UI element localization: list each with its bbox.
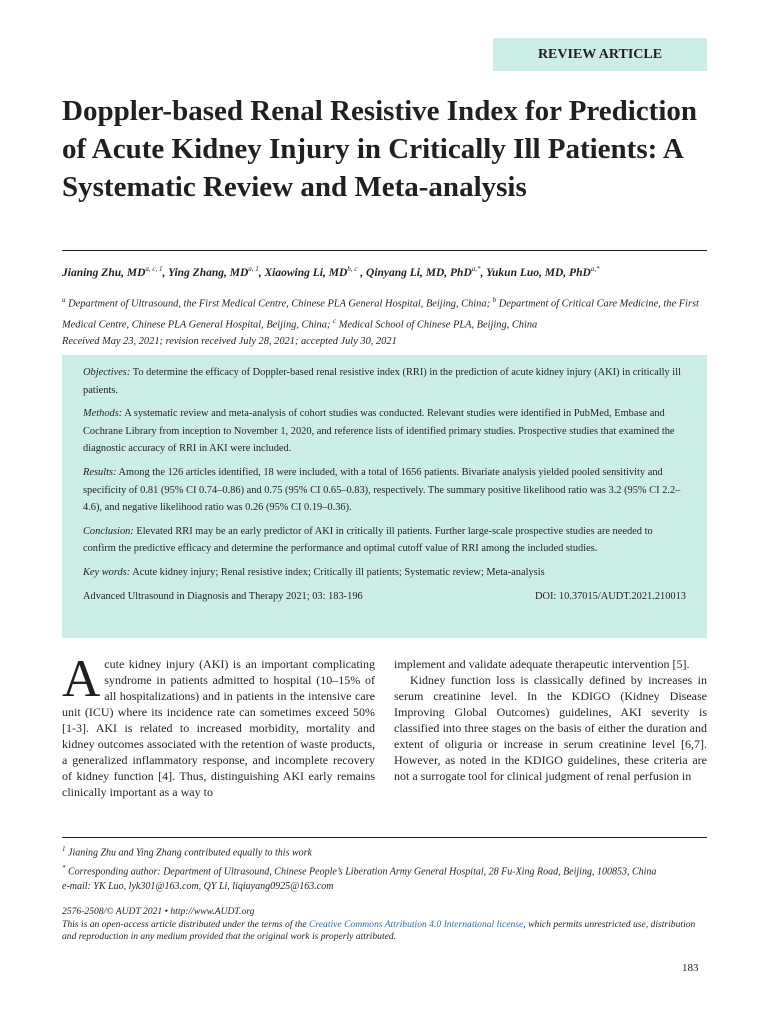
abstract-conclusion	[83, 523, 686, 558]
author-affiliation-mark: a,*	[590, 265, 600, 273]
author-name: Xiaowing Li, MD	[264, 266, 348, 279]
affiliation-mark: c	[333, 316, 337, 325]
license-block	[62, 906, 710, 944]
conclusion-text: Elevated RRI may be an early predictor of AKI in critically ill patients. Further large-scale prospective studies are needed to confirm the predictive efficacy and determine the performance and optimal cutoff value of RRI among the included studies.	[83, 525, 653, 555]
author-name: Jianing Zhu, MD	[62, 266, 146, 279]
cc-license-link[interactable]: Creative Commons Attribution 4.0 International license	[309, 918, 524, 930]
body-paragraph: implement and validate adequate therapeutic intervention [5].	[394, 657, 690, 671]
author-name: Ying Zhang, MD	[168, 266, 249, 279]
footnote-mark: *	[62, 863, 66, 872]
author-separator: ,	[162, 266, 169, 279]
citation-row	[83, 588, 686, 606]
objectives-text: To determine the efficacy of Doppler-based renal resistive index (RRI) in the prediction of acute kidney injury (AKI) in critically ill patients.	[83, 367, 681, 396]
affiliation-mark: b	[492, 296, 497, 304]
title-divider	[62, 250, 707, 251]
keywords-text: Acute kidney injury; Renal resistive index; Critically ill patients; Systematic review; Meta-analysis	[130, 566, 545, 578]
author-name: Qinyang Li, MD, PhD	[366, 266, 472, 279]
article-title: Doppler-based Renal Resistive Index for Prediction of Acute Kidney Injury in Critically Ill Patients: A Systematic Review and Meta-analysis	[62, 95, 698, 203]
author-separator: ,	[258, 266, 265, 279]
equal-contribution-note	[62, 842, 710, 861]
license-text-before: This is an open-access article distributed under the terms of the	[62, 918, 310, 930]
affiliation-lines	[62, 292, 708, 334]
conclusion-label: Conclusion:	[83, 525, 134, 537]
abstract-objectives	[83, 364, 686, 399]
keywords-label: Key words:	[83, 566, 131, 578]
methods-text: A systematic review and meta-analysis of cohort studies was conducted. Relevant studies were identified in PubMed, Embase and Cochrane Library from inception to November 1, 2020, and reference lists of identified primary studies. Prospective studies that examined the diagnostic accuracy of RRI in AKI were included.	[83, 408, 675, 455]
page-number: 183	[682, 962, 699, 974]
abstract-methods	[83, 405, 686, 458]
body-column-right	[394, 656, 707, 784]
email-note: e-mail: YK Luo, lyk301@163.com, QY Li, liqiuyang0925@163.com	[62, 880, 334, 892]
issn-line: 2576-2508/© AUDT 2021 • http://www.AUDT.org	[62, 906, 255, 917]
abstract-keywords	[83, 564, 686, 582]
license-text-after: , which permits unrestricted use, distribution and reproduction in any medium provided that the original work is properly attributed.	[62, 918, 696, 942]
article-type-badge: REVIEW ARTICLE	[493, 38, 707, 71]
author-affiliation-mark: b, c	[347, 265, 358, 273]
author-affiliation-mark: a, 1	[248, 265, 259, 273]
license-text	[62, 919, 710, 944]
footnote-text: Jianing Zhu and Ying Zhang contributed equally to this work	[65, 847, 312, 859]
author-separator: ,	[480, 266, 487, 279]
footnote-mark: 1	[62, 845, 66, 853]
doi: DOI: 10.37015/AUDT.2021.210013	[534, 590, 686, 602]
author-affiliation-mark: a,*	[471, 265, 481, 273]
journal-citation: Advanced Ultrasound in Diagnosis and Therapy 2021; 03: 183-196	[83, 590, 363, 602]
corresponding-author-note	[62, 861, 710, 880]
paragraph-text: cute kidney injury (AKI) is an important complicating syndrome in patients admitted to hospital (10–15% of all hospitalizations) and in patients in the intensive care unit (ICU) where its incidence rate can sometimes exceed 50% [1-3]. AKI is related to increased morbidity, mortality and kidney outcomes associated with the retention of waste products, a generalized inflammatory response, and incomplete recovery of kidney function [4]. Thus, distinguishing AKI early remains clinically important as a way to	[62, 657, 375, 799]
affiliations	[62, 292, 708, 350]
body-column-left	[62, 650, 375, 800]
footnotes	[62, 842, 710, 894]
affiliation-text: Medical School of Chinese PLA, Beijing, China	[336, 319, 538, 331]
results-label: Results:	[83, 466, 117, 478]
author-list	[62, 260, 710, 282]
received-dates: Received May 23, 2021; revision received July 28, 2021; accepted July 30, 2021	[62, 335, 397, 347]
footnote-text: Corresponding author: Department of Ultrasound, Chinese People’s Liberation Army General Hospital, 28 Fu-Xing Road, Beijing, 100853, China	[65, 866, 657, 878]
footnote-divider	[62, 837, 707, 838]
affiliation-mark: a	[62, 296, 66, 304]
abstract-results	[83, 464, 686, 517]
affiliation-text: Department of Ultrasound, the First Medical Centre, Chinese PLA General Hospital, Beijing, China;	[65, 298, 493, 310]
objectives-label: Objectives:	[83, 367, 131, 378]
author-name: Yukun Luo, MD, PhD	[486, 266, 591, 279]
drop-cap: A	[62, 650, 101, 708]
author-affiliation-mark: a, c, 1	[145, 265, 163, 273]
results-text: Among the 126 articles identified, 18 were included, with a total of 1656 patients. Bivariate analysis yielded pooled sensitivity and specificity of 0.81 (95% CI 0.74–0.86) and 0.75 (95% CI 0.65–0.83), respectively. The summary positive likelihood ratio was 3.2 (95% CI 2.2–4.6), and negative likelihood ratio was 0.26 (95% CI 0.19–0.36).	[83, 466, 681, 514]
methods-label: Methods:	[83, 408, 123, 420]
author-separator: ,	[357, 266, 367, 279]
affiliation-text: Department of Critical Care Medicine, the First Medical Centre, Chinese PLA General Hospital, Beijing, China;	[62, 298, 699, 331]
abstract-box	[62, 355, 707, 638]
body-paragraph	[62, 650, 375, 800]
body-paragraph: Kidney function loss is classically defined by increases in serum creatinine level. In the KDIGO (Kidney Disease Improving Global Outcomes) guidelines, AKI severity is classified into three stages on the basis of either the duration and extent of oliguria or increase in serum creatinine level [6,7]. However, as noted in the KDIGO guidelines, these criteria are not a surrogate tool for clinical judgment of renal perfusion in	[394, 673, 707, 783]
